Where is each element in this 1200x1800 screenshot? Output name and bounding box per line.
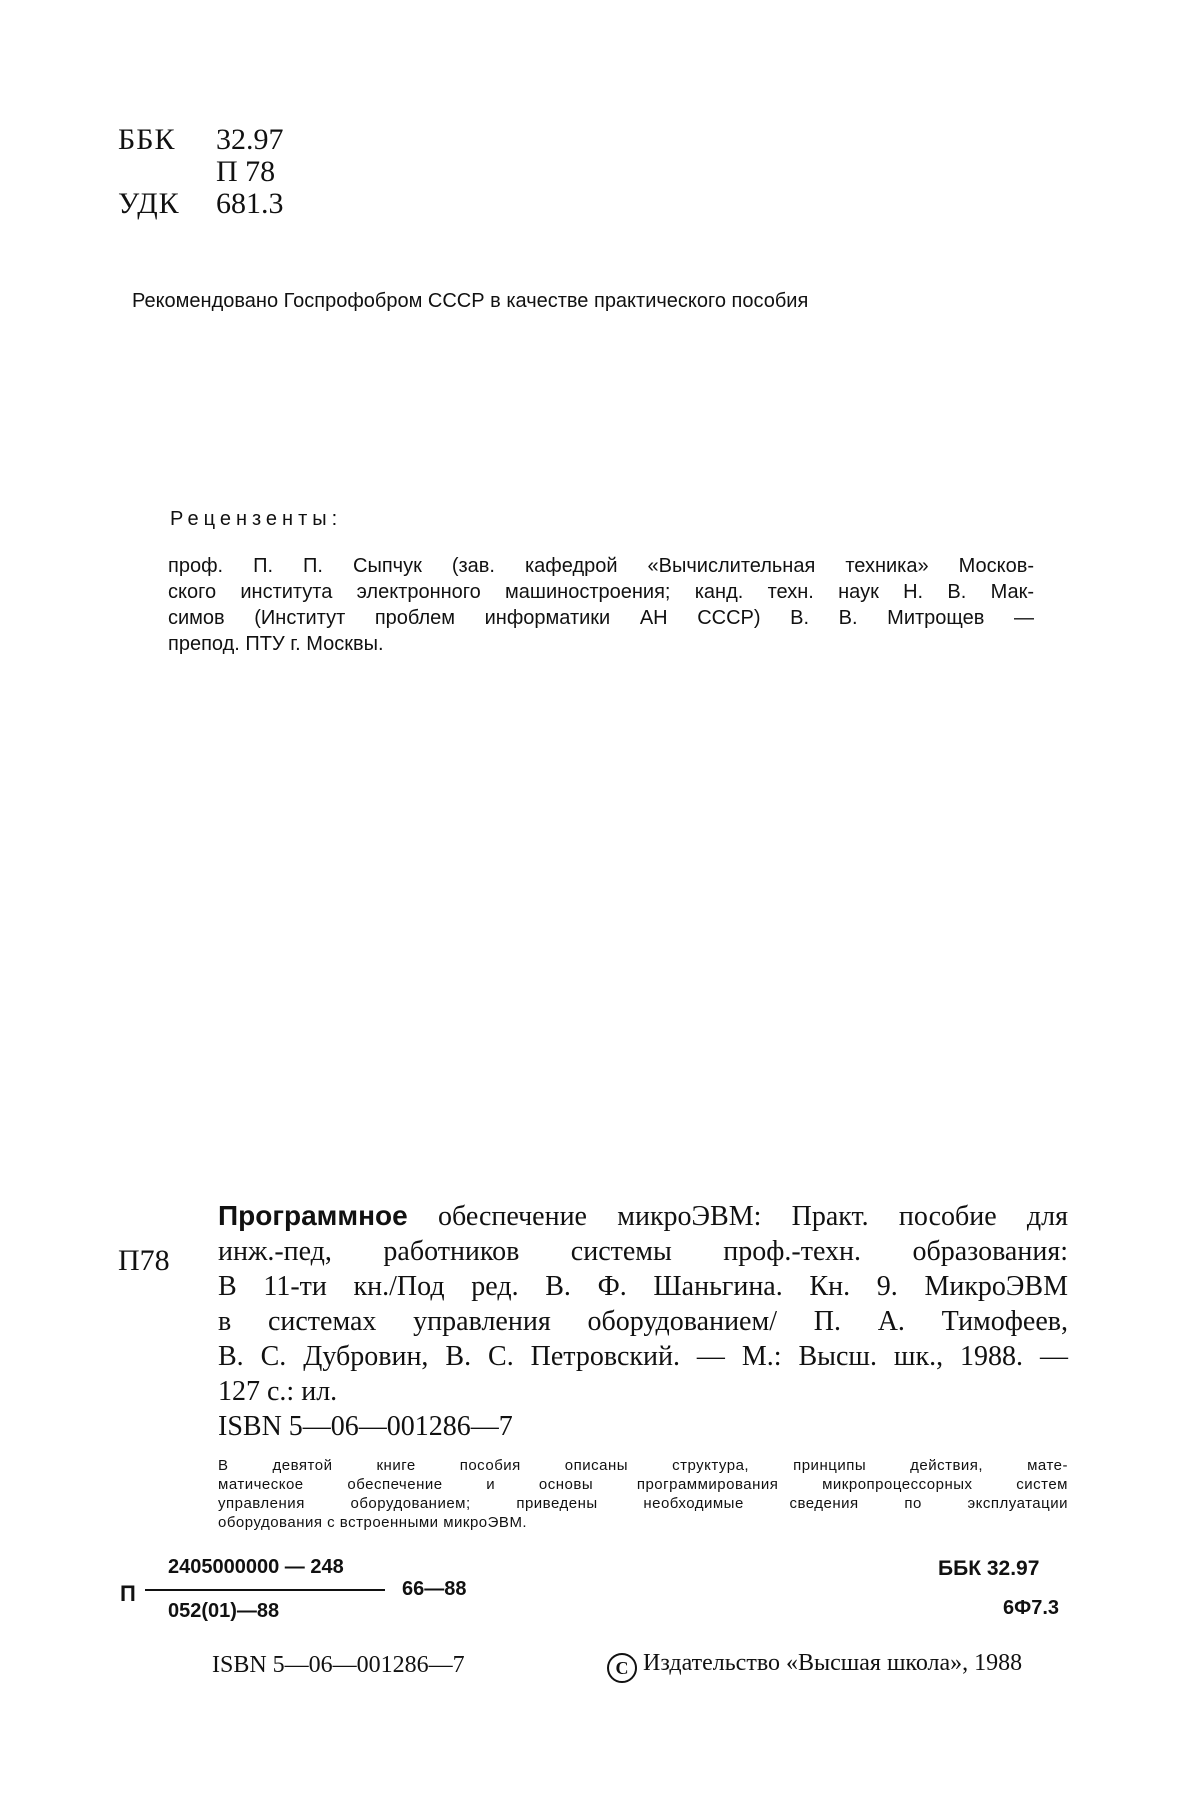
bbk-row <box>118 125 284 155</box>
call-number: П78 <box>118 1244 170 1277</box>
reviewers-text <box>168 553 1034 657</box>
annotation-line: оборудования с встроенными микроЭВМ. <box>218 1514 528 1531</box>
copyright-icon: C <box>607 1653 637 1683</box>
udk-row <box>118 189 284 219</box>
reviewers-line: ского института электронного машиностроения; канд. техн. наук Н. В. Мак- <box>168 581 1034 603</box>
imprint-denominator: 052(01)—88 <box>168 1600 280 1622</box>
bib-line: в системах управления оборудованием/ П. А. Тимофеев, <box>218 1306 1068 1337</box>
bib-title-bold: Программное <box>218 1200 408 1231</box>
imprint-numerator: 2405000000 — 248 <box>168 1556 344 1578</box>
bib-line: 127 с.: ил. <box>218 1376 338 1407</box>
bib-title-rest: обеспечение микроЭВМ: Практ. пособие для <box>437 1201 1068 1232</box>
imprint-order: 66—88 <box>402 1578 467 1600</box>
bbk-bottom-line1: ББК 32.97 <box>938 1557 1040 1580</box>
reviewers-line: симов (Институт проблем информатики АН СССР) В. В. Митрощев — <box>168 607 1034 629</box>
bib-isbn: ISBN 5—06—001286—7 <box>218 1411 513 1442</box>
bib-line: инж.-пед, работников системы проф.-техн. образования: <box>218 1236 1068 1267</box>
bib-line: В. С. Дубровин, В. С. Петровский. — М.: Высш. шк., 1988. — <box>218 1341 1068 1372</box>
reviewers-line: препод. ПТУ г. Москвы. <box>168 633 384 655</box>
imprint-letter: П <box>120 1581 136 1606</box>
reviewers-title: Рецензенты: <box>170 508 343 530</box>
reviewers-line: проф. П. П. Сыпчук (зав. кафедрой «Вычислительная техника» Москов- <box>168 555 1034 577</box>
annotation-line: управления оборудованием; приведены необходимые сведения по эксплуатации <box>218 1495 1068 1512</box>
udk-label: УДК <box>118 187 180 220</box>
recommendation-text: Рекомендовано Госпрофобром СССР в качестве практического пособия <box>132 290 809 312</box>
imprint-fraction-bar <box>145 1589 385 1591</box>
annotation-line: матическое обеспечение и основы программирования микропроцессорных систем <box>218 1476 1068 1493</box>
bbk-bottom-line2: 6Ф7.3 <box>1003 1597 1059 1619</box>
bib-line: В 11-ти кн./Под ред. В. Ф. Шаньгина. Кн. 9. МикроЭВМ <box>218 1271 1068 1302</box>
bib-line-1 <box>218 1198 1068 1234</box>
copyright <box>607 1650 1022 1683</box>
footer-isbn: ISBN 5—06—001286—7 <box>212 1652 465 1678</box>
author-mark: П 78 <box>216 155 276 188</box>
annotation <box>218 1456 1068 1532</box>
udk-value: 681.3 <box>216 187 284 220</box>
copyright-text: Издательство «Высшая школа», 1988 <box>643 1650 1023 1676</box>
bbk-value: 32.97 <box>216 123 284 156</box>
bbk-label: ББК <box>118 123 176 156</box>
annotation-line: В девятой книге пособия описаны структура, принципы действия, мате- <box>218 1457 1068 1474</box>
bibliographic-record <box>218 1198 1068 1444</box>
